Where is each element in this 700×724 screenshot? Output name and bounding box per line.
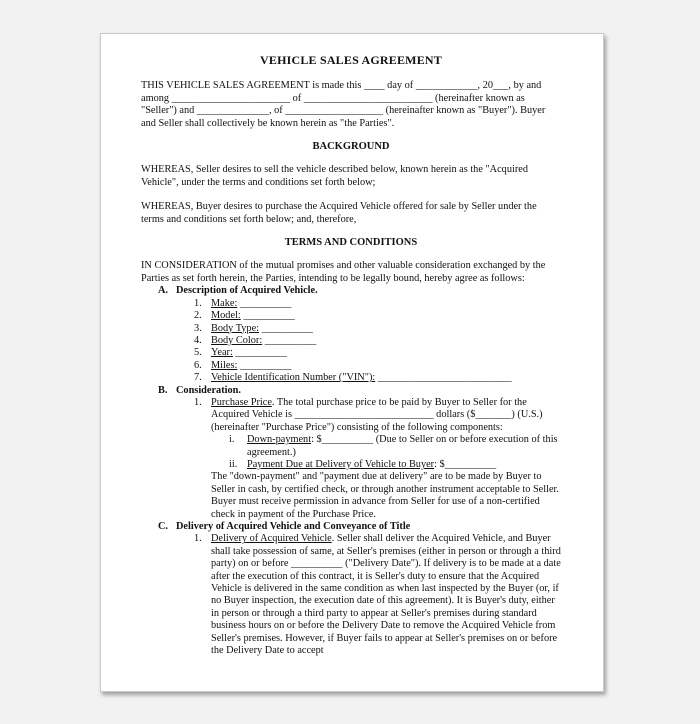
section-a-marker: A.: [158, 285, 169, 297]
section-b-heading: [141, 385, 561, 397]
purchase-price-text: . The total purchase price to be paid by Buyer to Seller for the Acquired Vehicle is ___________________________ dollars ($_______) (U.S.) (hereinafter "Purchase Price") consisting of the following components:: [211, 396, 543, 433]
item-label: Vehicle Identification Number ("VIN"):: [211, 372, 376, 384]
background-heading: BACKGROUND: [312, 141, 390, 153]
document-title: VEHICLE SALES AGREEMENT: [260, 53, 442, 67]
terms-heading: TERMS AND CONDITIONS: [284, 237, 418, 249]
item-number: 5.: [194, 347, 202, 359]
consideration-intro: IN CONSIDERATION of the mutual promises and other valuable consideration exchanged by the Parties as set forth herein, the Parties, intending to be legally bound, hereby agree as follows:: [141, 260, 546, 284]
document-body: [141, 54, 561, 657]
list-item: [141, 298, 561, 310]
list-item: [141, 335, 561, 347]
sub-item-label: Down-payment: [247, 434, 312, 446]
item-number: 2.: [194, 310, 202, 322]
item-blank: __________________________: [375, 372, 512, 384]
list-item: [141, 372, 561, 384]
item-blank: __________: [237, 359, 292, 371]
item-blank: __________: [259, 322, 314, 334]
purchase-price-clause: [141, 397, 561, 434]
list-item: [141, 323, 561, 335]
section-b-marker: B.: [158, 384, 168, 396]
item-label: Model:: [211, 310, 241, 322]
item-number: 1.: [194, 297, 202, 309]
purchase-price-label: Purchase Price: [211, 396, 272, 408]
item-number: 1.: [194, 533, 202, 545]
sub-item-payment-due: [141, 459, 561, 471]
delivery-label: Delivery of Acquired Vehicle: [211, 533, 332, 545]
whereas-paragraph-2: WHEREAS, Buyer desires to purchase the Acquired Vehicle offered for sale by Seller under the terms and conditions set forth below; and, therefore,: [141, 201, 537, 225]
section-c-marker: C.: [158, 521, 169, 532]
item-number: 3.: [194, 322, 202, 334]
item-number: 6.: [194, 359, 202, 371]
item-blank: __________: [240, 310, 295, 322]
item-blank: __________: [232, 347, 287, 359]
item-blank: __________: [237, 297, 292, 309]
section-c-heading: [141, 521, 561, 533]
section-b-title: Consideration.: [176, 384, 241, 396]
section-c-title: Delivery of Acquired Vehicle and Conveyance of Title: [176, 521, 411, 532]
document-page: [100, 33, 604, 692]
item-label: Make:: [211, 297, 238, 309]
list-item: [141, 310, 561, 322]
delivery-text: . Seller shall deliver the Acquired Vehicle, and Buyer shall take possession of same, at Seller's premises (either in person or through a third party) on or before __________ ("Delivery Date"). If delivery is to be made at a date after the execution of this contract, it is Seller's duty to ensure that the Acquired Vehicle is delivered in the same condition as when last inspected by the Buyer (or, if no Buyer inspection, the execution date of this agreement). It is Buyer's duty, either in person or through a third party to appear at Seller's premises during standard business hours on or before the Delivery Date to remove the Acquired Vehicle from Seller's premises. However, if Buyer fails to appear at Seller's premises on or before the Delivery Date to accept: [211, 533, 561, 657]
whereas-paragraph-1: WHEREAS, Seller desires to sell the vehicle described below, known herein as the "Acquired Vehicle", under the terms and conditions set forth below;: [141, 164, 528, 188]
sub-item-label: Payment Due at Delivery of Vehicle to Buyer: [247, 458, 435, 470]
section-a-heading: [141, 285, 561, 297]
item-label: Year:: [211, 347, 233, 359]
item-number: 7.: [194, 372, 202, 384]
intro-paragraph: THIS VEHICLE SALES AGREEMENT is made this ____ day of ____________, 20___, by and among _______________________ of _________________________ (hereinafter known as "Seller") and ______________, of ___________________ (hereinafter known as "Buyer"). Buyer and Seller shall collectively be known herein as "the Parties".: [141, 80, 546, 129]
sub-item-text: : $__________: [434, 458, 497, 470]
sub-item-text: : $__________ (Due to Seller on or before execution of this agreement.): [247, 434, 558, 458]
item-number: 4.: [194, 334, 202, 346]
sub-item-down-payment: [141, 434, 561, 459]
item-number: 1.: [194, 396, 202, 408]
delivery-clause: [141, 533, 561, 657]
payment-method-paragraph: The "down-payment" and "payment due at delivery" are to be made by Buyer to Seller in cash, by certified check, or through another instrument acceptable to Seller. Buyer must receive permission in advance from Seller for use of a non-certified check in payment of the Purchase Price.: [211, 471, 559, 520]
item-label: Miles:: [211, 359, 238, 371]
item-blank: __________: [262, 334, 317, 346]
list-item: [141, 360, 561, 372]
sub-item-number: ii.: [229, 458, 238, 470]
item-label: Body Color:: [211, 334, 263, 346]
item-label: Body Type:: [211, 322, 259, 334]
list-item: [141, 347, 561, 359]
section-a-title: Description of Acquired Vehicle.: [176, 285, 318, 297]
sub-item-number: i.: [229, 434, 235, 446]
